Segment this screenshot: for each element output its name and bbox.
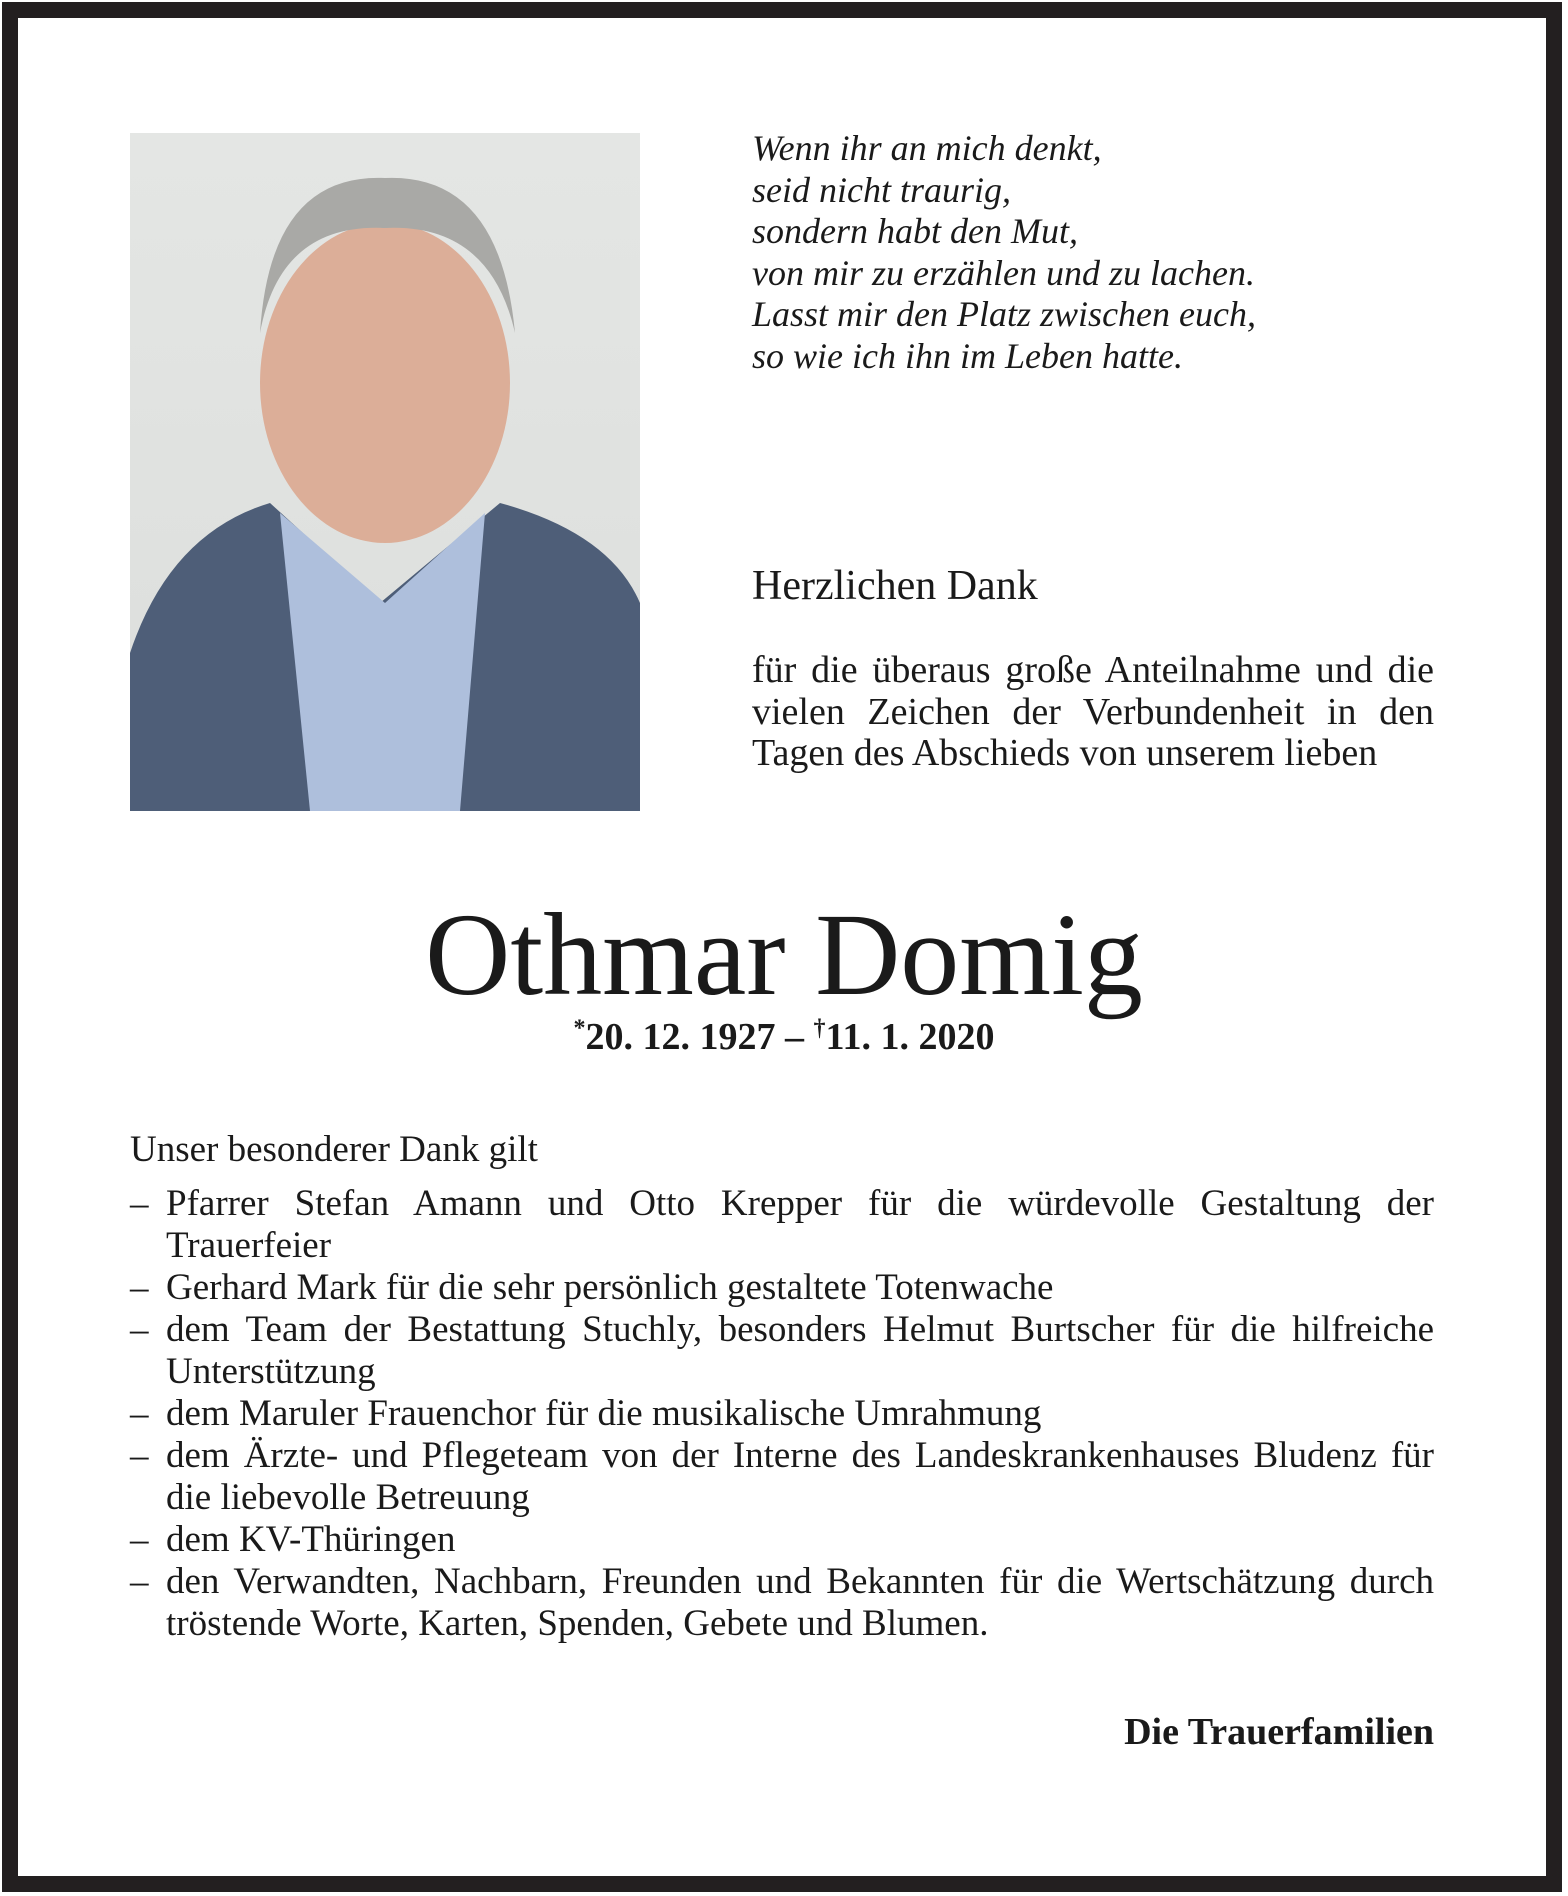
death-cross-icon: † <box>813 1015 826 1042</box>
list-item <box>130 1309 1434 1393</box>
birth-date: 20. 12. 1927 <box>585 1016 776 1058</box>
bullet: – <box>130 1561 149 1602</box>
bullet: – <box>130 1519 149 1560</box>
list-item <box>130 1183 1434 1267</box>
bullet: – <box>130 1393 149 1434</box>
list-item-text: dem Ärzte- und Pflegeteam von der Interne des Landeskrankenhauses Bludenz für die liebevolle Betreuung <box>166 1435 1434 1518</box>
death-date: 11. 1. 2020 <box>825 1016 995 1058</box>
poem-line: Lasst mir den Platz zwischen euch, <box>752 294 1256 334</box>
bullet: – <box>130 1267 149 1308</box>
list-item-text: dem Maruler Frauenchor für die musikalische Umrahmung <box>166 1393 1042 1434</box>
bullet: – <box>130 1309 149 1350</box>
list-item-text: dem Team der Bestattung Stuchly, besonders Helmut Burtscher für die hilfreiche Unterstützung <box>166 1309 1434 1392</box>
poem-line: sondern habt den Mut, <box>752 211 1078 251</box>
date-separator: – <box>775 1016 814 1058</box>
list-item-text: dem KV-Thüringen <box>166 1519 456 1560</box>
list-item-text: Gerhard Mark für die sehr persönlich gestaltete Totenwache <box>166 1267 1054 1308</box>
birth-star-icon: * <box>573 1015 586 1042</box>
poem <box>752 128 1256 377</box>
poem-line: seid nicht traurig, <box>752 169 1011 210</box>
list-item-text: Pfarrer Stefan Amann und Otto Krepper für die würdevolle Gestaltung der Trauerfeier <box>166 1183 1434 1266</box>
life-dates <box>0 1015 1568 1059</box>
list-item <box>130 1393 1434 1435</box>
poem-line: Wenn ihr an mich denkt, <box>752 128 1102 168</box>
portrait-photo <box>130 133 640 811</box>
list-intro: Unser besonderer Dank gilt <box>130 1129 538 1170</box>
list-item <box>130 1519 1434 1561</box>
bullet: – <box>130 1183 149 1224</box>
signature: Die Trauerfamilien <box>1124 1711 1434 1753</box>
list-item-text: den Verwandten, Nachbarn, Freunden und Bekannten für die Wertschätzung durch tröstende Worte, Karten, Spenden, Gebete und Blumen. <box>166 1561 1434 1644</box>
thanks-heading: Herzlichen Dank <box>752 563 1038 609</box>
poem-line: so wie ich ihn im Leben hatte. <box>752 335 1183 376</box>
thanks-text: für die überaus große Anteilnahme und die vielen Zeichen der Verbundenheit in den Tagen des Abschieds von unserem lieben <box>752 649 1434 774</box>
list-item <box>130 1267 1434 1309</box>
poem-line: von mir zu erzählen und zu lachen. <box>752 252 1255 293</box>
deceased-name: Othmar Domig <box>425 889 1143 1020</box>
list-item <box>130 1561 1434 1645</box>
list-item <box>130 1435 1434 1519</box>
thanks-list <box>130 1183 1434 1645</box>
bullet: – <box>130 1435 149 1476</box>
